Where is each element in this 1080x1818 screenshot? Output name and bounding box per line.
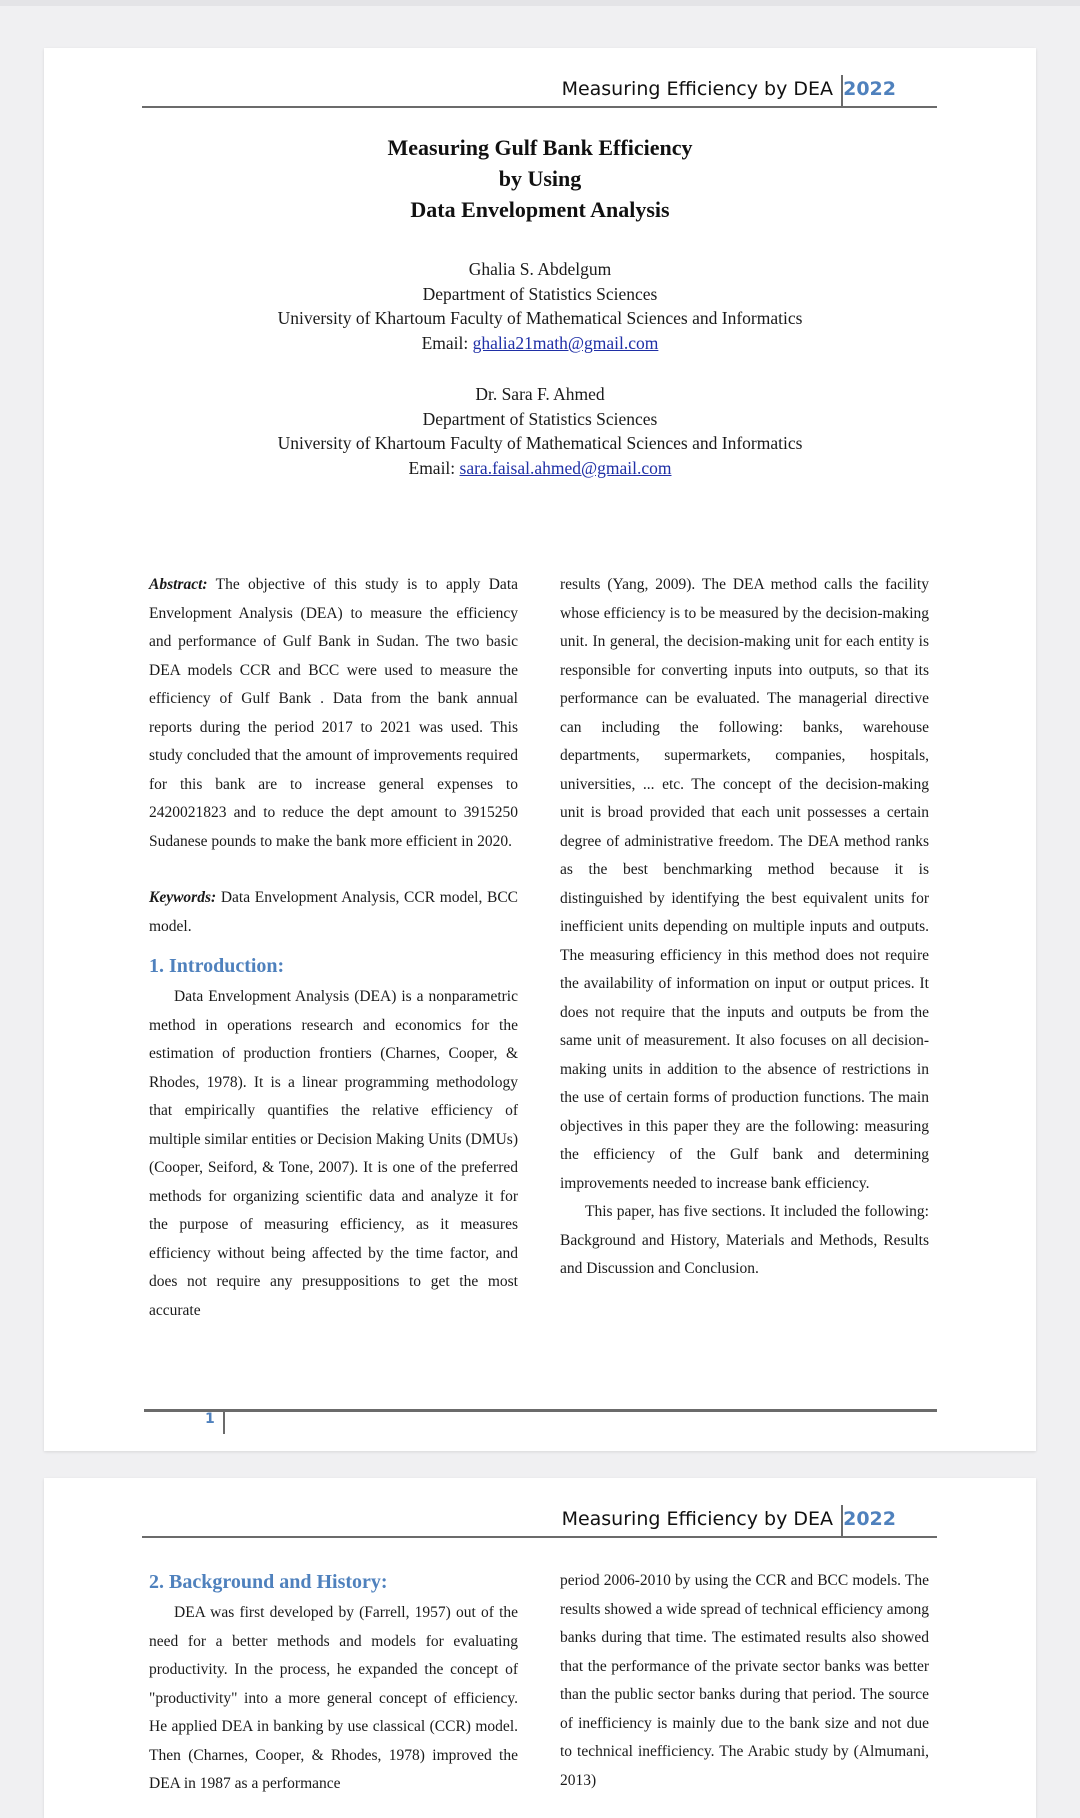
section-heading-background: 2. Background and History: (149, 1571, 388, 1593)
running-header-year: 2022 (843, 1508, 896, 1530)
author-name: Dr. Sara F. Ahmed (475, 384, 605, 404)
author-email-line (44, 456, 1036, 481)
page1-left-column (149, 571, 518, 1325)
author-department: Department of Statistics Sciences (422, 408, 658, 429)
introduction-paragraph: Data Envelopment Analysis (DEA) is a nonparametric method in operations research and economics for the estimation of production frontiers (Charnes, Cooper, & Rhodes, 1978). It is a linear programming methodology that empirically quantifies the relative efficiency of multiple similar entities or Decision Making Units (DMUs) (Cooper, Seiford, & Tone, 2007). It is one of the preferred methods for organizing scientific data and analyze it for the purpose of measuring efficiency, as it measures efficiency without being affected by the time factor, and does not require any presuppositions to get the most accurate (149, 988, 518, 1319)
page2-right-column (560, 1567, 929, 1795)
page2-left-column (149, 1567, 518, 1799)
abstract-label: Abstract: (149, 576, 208, 593)
email-label: Email: (421, 332, 469, 353)
author-department: Department of Statistics Sciences (422, 283, 658, 304)
author-block-1 (44, 257, 1036, 355)
author-email-link[interactable]: ghalia21math@gmail.com (472, 332, 659, 353)
paper-title-line: Measuring Gulf Bank Efficiency (387, 135, 693, 160)
author-email-line (44, 331, 1036, 356)
background-paragraph-continued: period 2006-2010 by using the CCR and BCC models. The results showed a wide spread of technical efficiency among banks during that time. The estimated results also showed that the performance of the private sector banks was better than the public sector banks during that period. The source of inefficiency is mainly due to the bank size and not due to technical inefficiency. The Arabic study by (Almumani, 2013) (560, 1572, 929, 1789)
section-heading-introduction: 1. Introduction: (149, 955, 285, 977)
author-affiliation: University of Khartoum Faculty of Mathematical Sciences and Informatics (277, 433, 803, 453)
page-number-separator (223, 1410, 225, 1434)
running-header (142, 75, 937, 108)
introduction-paragraph-continued: results (Yang, 2009). The DEA method calls the facility whose efficiency is to be measured by the decision-making unit. In general, the decision-making unit for each entity is responsible for converting inputs into outputs, so that its performance can be evaluated. The managerial directive can including the following: banks, warehouse departments, supermarkets, companies, hospitals, universities, ... etc. The concept of the decision-making unit is broad provided that each unit possesses a certain degree of administrative freedom. The DEA method ranks as the best benchmarking method because it is distinguished by identifying the best equivalent units for inefficient units depending on multiple inputs and outputs. The measuring efficiency in this method does not require the availability of information on input or output prices. It does not require that the inputs and outputs be from the same unit of measurement. It also focuses on all decision-making units in addition to the absence of restrictions in the use of certain forms of production functions. The main objectives in this paper they are the following: measuring the efficiency of the Gulf bank and determining improvements needed to increase bank efficiency. (560, 576, 929, 1192)
running-header-title: Measuring Efficiency by DEA (561, 1508, 833, 1530)
document-page-1 (44, 48, 1036, 1451)
author-email-link[interactable]: sara.faisal.ahmed@gmail.com (459, 457, 672, 478)
page-number: 1 (205, 1411, 215, 1427)
author-block-2 (44, 382, 1036, 480)
paper-title-line: by Using (498, 166, 582, 191)
viewer-top-band (0, 0, 1080, 6)
keywords-label: Keywords: (149, 889, 217, 906)
footer-rule (144, 1409, 937, 1412)
keywords-paragraph (149, 884, 518, 941)
keywords-text: Data Envelopment Analysis, CCR model, BCC model. (149, 889, 519, 935)
page1-right-column (560, 571, 929, 1284)
author-affiliation: University of Khartoum Faculty of Mathematical Sciences and Informatics (277, 308, 803, 328)
document-page-2 (44, 1478, 1036, 1818)
paper-title-line: Data Envelopment Analysis (410, 197, 670, 222)
abstract-paragraph (149, 571, 518, 856)
author-name: Ghalia S. Abdelgum (468, 259, 612, 279)
running-header-year: 2022 (843, 78, 896, 100)
email-label: Email: (408, 457, 456, 478)
abstract-text: The objective of this study is to apply Data Envelopment Analysis (DEA) to measure the efficiency and performance of Gulf Bank in Sudan. The two basic DEA models CCR and BCC were used to measure the efficiency of Gulf Bank . Data from the bank annual reports during the period 2017 to 2021 was used. This study concluded that the amount of improvements required for this bank are to increase general expenses to 2420021823 and to reduce the dept amount to 3915250 Sudanese pounds to make the bank more efficient in 2020. (149, 576, 518, 850)
paper-title (44, 132, 1036, 225)
background-paragraph: DEA was first developed by (Farrell, 1957) out of the need for a better methods and models for evaluating productivity. In the process, he expanded the concept of "productivity" into a more general concept of efficiency. He applied DEA in banking by use classical (CCR) model. Then (Charnes, Cooper, & Rhodes, 1978) improved the DEA in 1987 as a performance (149, 1604, 518, 1792)
running-header (142, 1505, 937, 1538)
introduction-paragraph: This paper, has five sections. It included the following: Background and History, Materials and Methods, Results and Discussion and Conclusion. (560, 1203, 929, 1277)
running-header-title: Measuring Efficiency by DEA (561, 78, 833, 100)
